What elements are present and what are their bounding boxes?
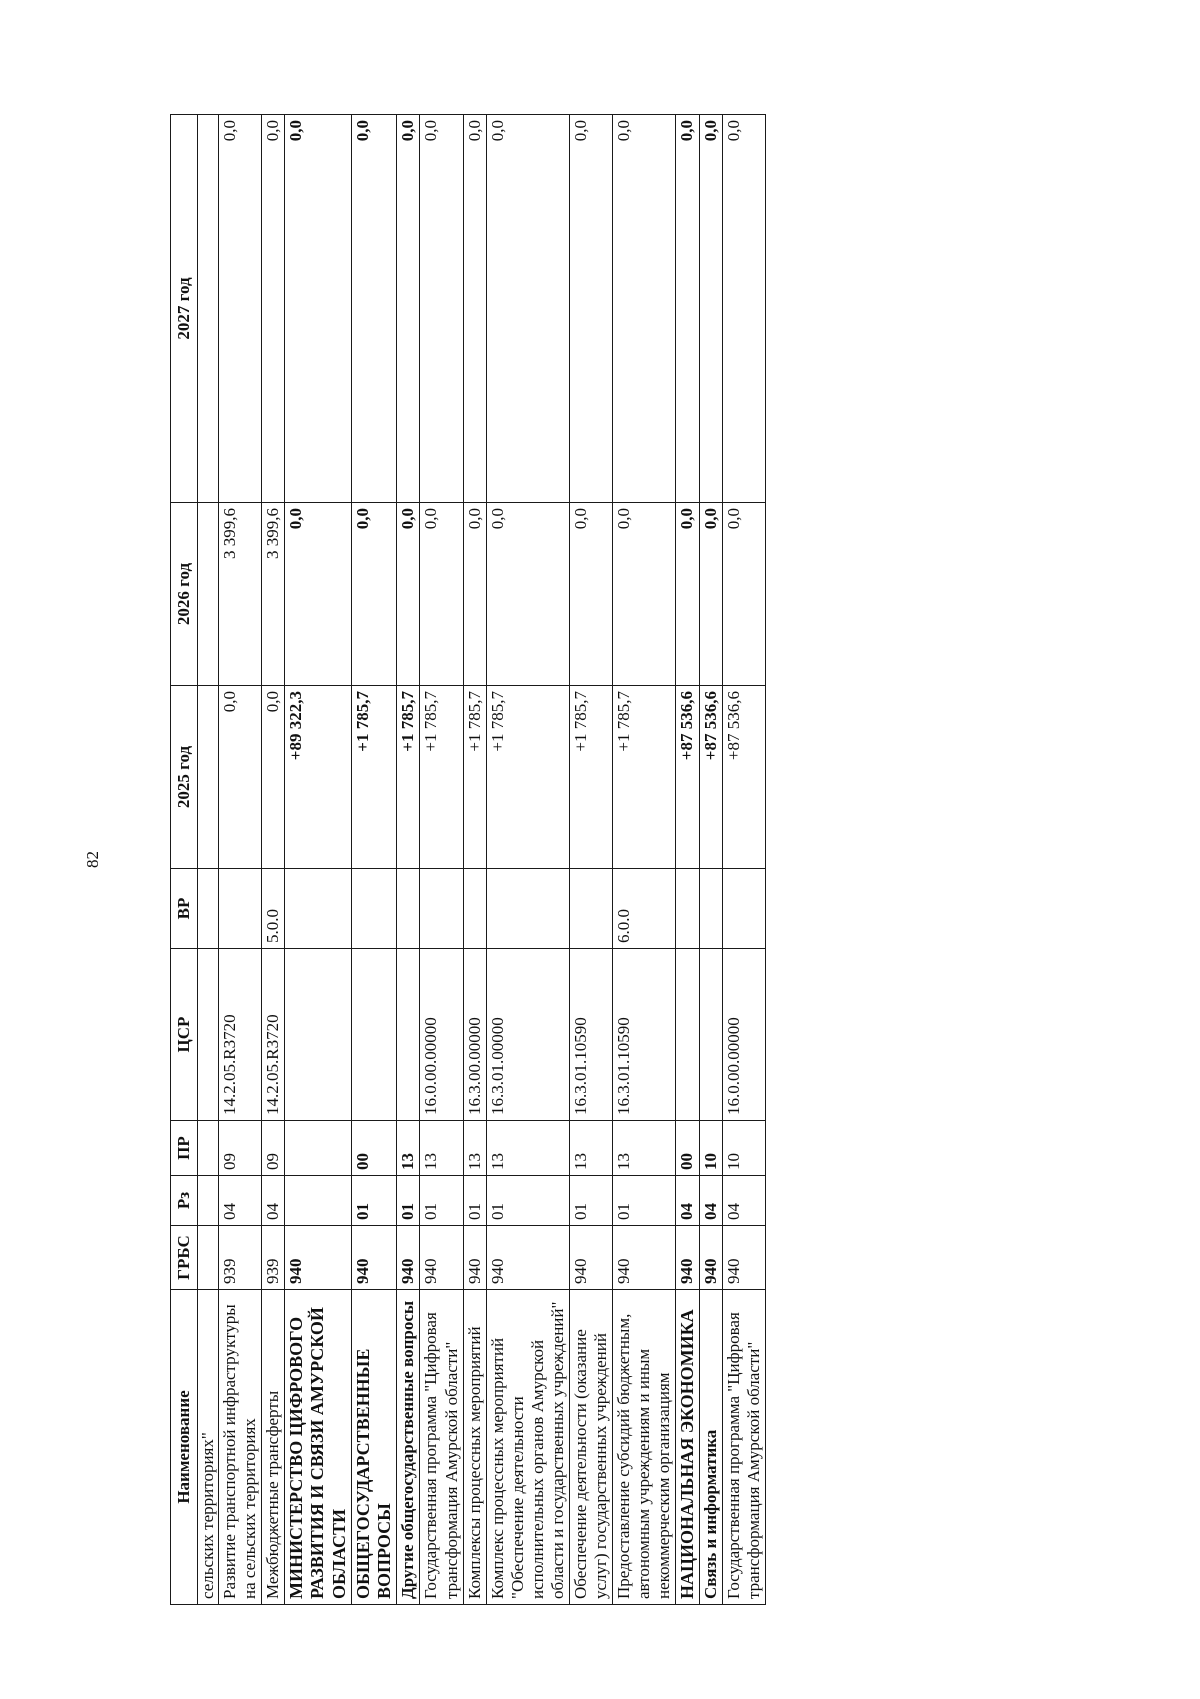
row-pr: 00 [676, 1121, 700, 1176]
row-2025 [198, 686, 219, 869]
row-2026: 0,0 [612, 503, 675, 686]
row-rz: 04 [262, 1176, 285, 1226]
column-header-vr: ВР [171, 869, 198, 949]
row-pr [198, 1121, 219, 1176]
row-2027: 0,0 [262, 115, 285, 503]
row-grbs: 940 [397, 1226, 420, 1290]
row-2026: 0,0 [700, 503, 723, 686]
row-csr: 16.0.00.00000 [723, 949, 766, 1121]
row-name: Комплексы процессных мероприятий [463, 1290, 486, 1605]
row-2025: +1 785,7 [569, 686, 612, 869]
row-pr [285, 1121, 352, 1176]
row-2025: +1 785,7 [486, 686, 569, 869]
row-grbs: 940 [463, 1226, 486, 1290]
row-2026: 0,0 [285, 503, 352, 686]
row-2027: 0,0 [486, 115, 569, 503]
table-row [723, 115, 766, 1605]
row-name: МИНИСТЕРСТВО ЦИФРОВОГО РАЗВИТИЯ И СВЯЗИ АМУРСКОЙ ОБЛАСТИ [285, 1290, 352, 1605]
row-grbs: 940 [351, 1226, 396, 1290]
row-pr: 13 [463, 1121, 486, 1176]
rotated-table-wrapper [170, 115, 766, 1605]
row-2026: 0,0 [420, 503, 463, 686]
row-grbs: 939 [219, 1226, 262, 1290]
row-pr: 09 [262, 1121, 285, 1176]
row-name: ОБЩЕГОСУДАРСТВЕННЫЕ ВОПРОСЫ [351, 1290, 396, 1605]
row-name: Государственная программа "Цифровая трансформация Амурской области" [420, 1290, 463, 1605]
row-csr [285, 949, 352, 1121]
row-grbs: 940 [486, 1226, 569, 1290]
row-vr: 5.0.0 [262, 869, 285, 949]
row-vr [463, 869, 486, 949]
row-pr: 10 [723, 1121, 766, 1176]
column-header-2025: 2025 год [171, 686, 198, 869]
table-row [420, 115, 463, 1605]
row-name: Связь и информатика [700, 1290, 723, 1605]
row-rz: 01 [612, 1176, 675, 1226]
table-row [198, 115, 219, 1605]
row-2026 [198, 503, 219, 686]
row-pr: 10 [700, 1121, 723, 1176]
table-row [351, 115, 396, 1605]
row-rz: 04 [700, 1176, 723, 1226]
row-csr: 16.3.01.00000 [486, 949, 569, 1121]
row-grbs: 940 [612, 1226, 675, 1290]
column-header-name: Наименование [171, 1290, 198, 1605]
row-rz [285, 1176, 352, 1226]
row-rz [198, 1176, 219, 1226]
row-csr [700, 949, 723, 1121]
row-2025: 0,0 [262, 686, 285, 869]
row-csr: 14.2.05.R3720 [219, 949, 262, 1121]
row-2027: 0,0 [612, 115, 675, 503]
row-csr: 16.3.00.00000 [463, 949, 486, 1121]
row-vr [420, 869, 463, 949]
row-2027: 0,0 [285, 115, 352, 503]
row-vr [723, 869, 766, 949]
row-2025: +87 536,6 [676, 686, 700, 869]
row-2027: 0,0 [420, 115, 463, 503]
row-csr [397, 949, 420, 1121]
table-row [219, 115, 262, 1605]
row-rz: 01 [420, 1176, 463, 1226]
row-grbs: 940 [420, 1226, 463, 1290]
row-csr: 16.3.01.10590 [612, 949, 675, 1121]
row-rz: 04 [723, 1176, 766, 1226]
row-vr [700, 869, 723, 949]
row-2026: 0,0 [351, 503, 396, 686]
column-header-grbs: ГРБС [171, 1226, 198, 1290]
row-2027: 0,0 [723, 115, 766, 503]
row-rz: 01 [397, 1176, 420, 1226]
row-2025: +1 785,7 [463, 686, 486, 869]
table-row [397, 115, 420, 1605]
row-grbs: 940 [723, 1226, 766, 1290]
row-2026: 0,0 [486, 503, 569, 686]
row-rz: 01 [463, 1176, 486, 1226]
row-2027: 0,0 [569, 115, 612, 503]
table-row [486, 115, 569, 1605]
table-row [285, 115, 352, 1605]
row-vr [569, 869, 612, 949]
row-2027: 0,0 [219, 115, 262, 503]
row-vr [397, 869, 420, 949]
column-header-2027: 2027 год [171, 115, 198, 503]
row-vr [285, 869, 352, 949]
row-vr [486, 869, 569, 949]
column-header-pr: ПР [171, 1121, 198, 1176]
row-pr: 13 [569, 1121, 612, 1176]
table-row [262, 115, 285, 1605]
row-name: Обеспечение деятельности (оказание услуг) государственных учреждений [569, 1290, 612, 1605]
row-name: Другие общегосударственные вопросы [397, 1290, 420, 1605]
row-name: Комплекс процессных мероприятий "Обеспечение деятельности исполнительных органов Амурской области и государственных учреждений" [486, 1290, 569, 1605]
row-2025: +89 322,3 [285, 686, 352, 869]
row-rz: 01 [569, 1176, 612, 1226]
row-2026: 0,0 [397, 503, 420, 686]
row-grbs [198, 1226, 219, 1290]
row-csr [198, 949, 219, 1121]
row-2027: 0,0 [700, 115, 723, 503]
row-2026: 0,0 [723, 503, 766, 686]
row-pr: 13 [420, 1121, 463, 1176]
row-2027: 0,0 [351, 115, 396, 503]
row-name: Развитие транспортной инфраструктуры на сельских территориях [219, 1290, 262, 1605]
column-header-rz: Рз [171, 1176, 198, 1226]
table-row [676, 115, 700, 1605]
row-grbs: 940 [676, 1226, 700, 1290]
row-rz: 04 [676, 1176, 700, 1226]
row-csr: 14.2.05.R3720 [262, 949, 285, 1121]
row-2025: +87 536,6 [723, 686, 766, 869]
row-name: сельских территориях" [198, 1290, 219, 1605]
row-grbs: 940 [285, 1226, 352, 1290]
row-2025: +1 785,7 [420, 686, 463, 869]
table-row [700, 115, 723, 1605]
row-grbs: 940 [569, 1226, 612, 1290]
row-2026: 3 399,6 [262, 503, 285, 686]
table-row [569, 115, 612, 1605]
row-2025: +1 785,7 [397, 686, 420, 869]
row-vr [676, 869, 700, 949]
column-header-csr: ЦСР [171, 949, 198, 1121]
row-pr: 09 [219, 1121, 262, 1176]
row-vr [219, 869, 262, 949]
row-pr: 00 [351, 1121, 396, 1176]
row-grbs: 939 [262, 1226, 285, 1290]
table-row [463, 115, 486, 1605]
table-header-row [171, 115, 198, 1605]
row-csr: 16.0.00.00000 [420, 949, 463, 1121]
page-number: 82 [83, 851, 102, 868]
budget-table [170, 114, 766, 1605]
row-2027: 0,0 [397, 115, 420, 503]
row-rz: 01 [486, 1176, 569, 1226]
row-vr: 6.0.0 [612, 869, 675, 949]
row-2026: 0,0 [463, 503, 486, 686]
row-pr: 13 [486, 1121, 569, 1176]
row-vr [351, 869, 396, 949]
row-2025: 0,0 [219, 686, 262, 869]
row-2025: +87 536,6 [700, 686, 723, 869]
row-2025: +1 785,7 [351, 686, 396, 869]
row-2027 [198, 115, 219, 503]
row-rz: 01 [351, 1176, 396, 1226]
row-rz: 04 [219, 1176, 262, 1226]
column-header-2026: 2026 год [171, 503, 198, 686]
row-2026: 0,0 [569, 503, 612, 686]
row-vr [198, 869, 219, 949]
row-name: Предоставление субсидий бюджетным, автономным учреждениям и иным некоммерческим организациям [612, 1290, 675, 1605]
row-name: Межбюджетные трансферты [262, 1290, 285, 1605]
row-2025: +1 785,7 [612, 686, 675, 869]
row-2027: 0,0 [676, 115, 700, 503]
row-pr: 13 [397, 1121, 420, 1176]
row-pr: 13 [612, 1121, 675, 1176]
row-2027: 0,0 [463, 115, 486, 503]
row-2026: 0,0 [676, 503, 700, 686]
row-grbs: 940 [700, 1226, 723, 1290]
row-csr: 16.3.01.10590 [569, 949, 612, 1121]
row-csr [351, 949, 396, 1121]
row-2026: 3 399,6 [219, 503, 262, 686]
table-row [612, 115, 675, 1605]
row-csr [676, 949, 700, 1121]
row-name: НАЦИОНАЛЬНАЯ ЭКОНОМИКА [676, 1290, 700, 1605]
row-name: Государственная программа "Цифровая трансформация Амурской области" [723, 1290, 766, 1605]
